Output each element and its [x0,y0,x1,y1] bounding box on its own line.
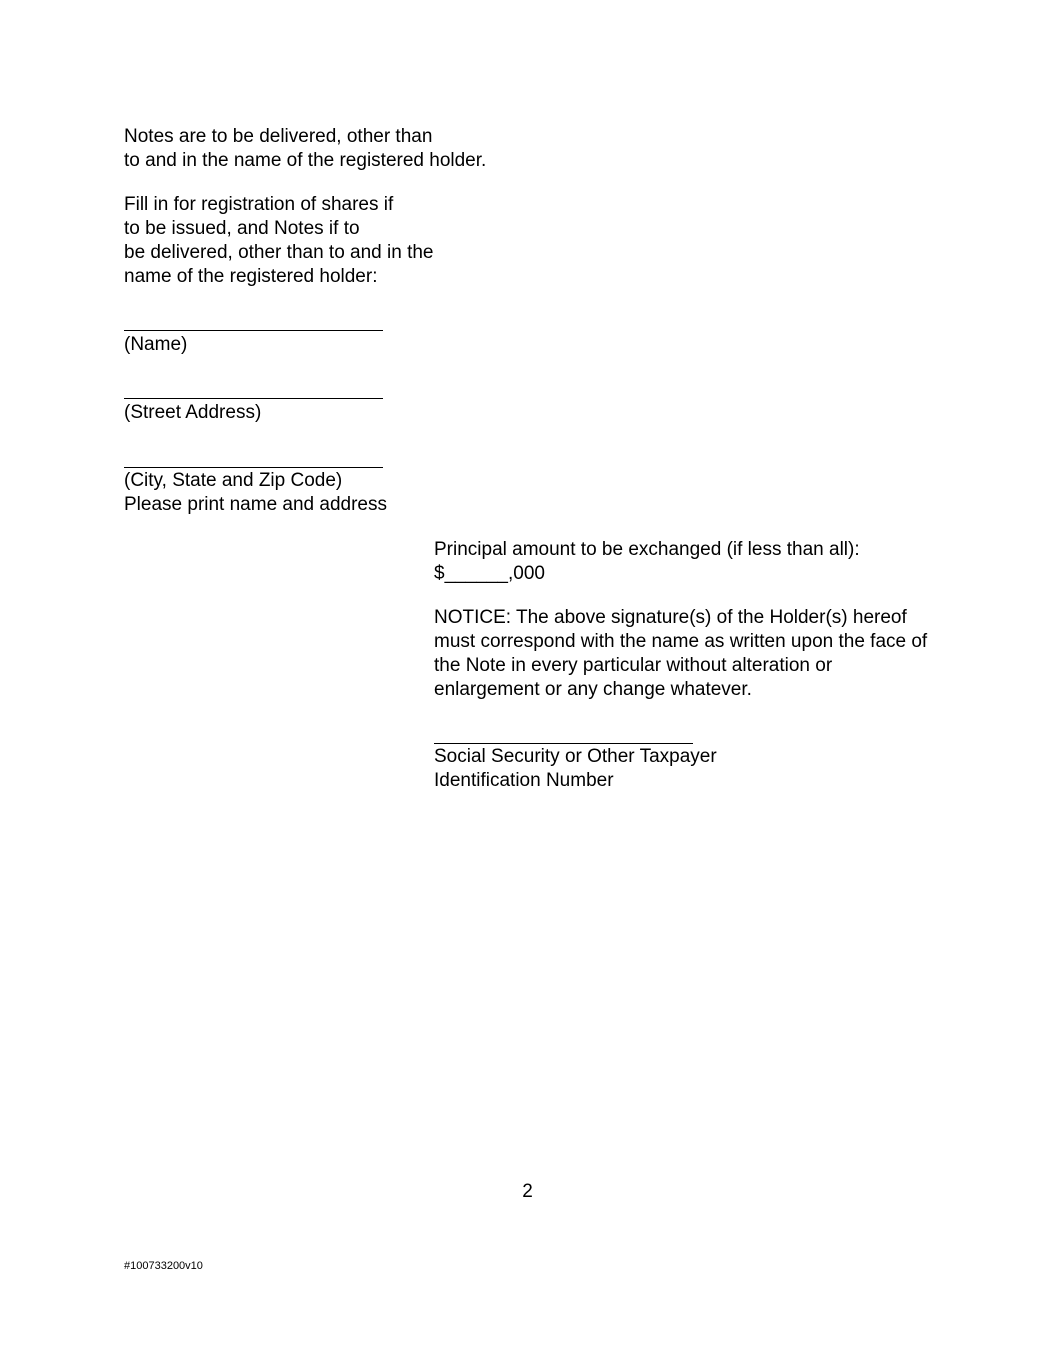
notice-line: NOTICE: The above signature(s) of the Holder(s) hereof [434,607,907,628]
notice-line: the Note in every particular without alteration or [434,655,833,676]
taxpayer-id-field-line[interactable] [434,743,693,744]
intro-line: to and in the name of the registered holder. [124,150,487,171]
print-instruction: Please print name and address [124,494,387,515]
street-address-label: (Street Address) [124,402,262,423]
registration-instructions [124,193,434,289]
page-number: 2 [522,1181,533,1202]
registration-line: be delivered, other than to and in the [124,242,434,263]
principal-label: Principal amount to be exchanged (if less than all): [434,539,860,560]
name-field-line[interactable] [124,330,383,331]
registration-line: Fill in for registration of shares if [124,194,394,215]
city-state-zip-field-line[interactable] [124,467,383,468]
principal-amount [434,538,860,586]
registration-line: name of the registered holder: [124,266,378,287]
registration-line: to be issued, and Notes if to [124,218,360,239]
document-id: #100733200v10 [124,1260,203,1272]
notice-line: must correspond with the name as written upon the face of [434,631,928,652]
taxpayer-id-label [434,745,717,793]
principal-amount-field[interactable]: $______,000 [434,563,545,584]
city-state-zip-label: (City, State and Zip Code) [124,470,343,491]
intro-text [124,125,486,173]
taxpayer-line: Social Security or Other Taxpayer [434,746,717,767]
taxpayer-line: Identification Number [434,770,614,791]
intro-line: Notes are to be delivered, other than [124,126,433,147]
street-address-field-line[interactable] [124,398,383,399]
notice-line: enlargement or any change whatever. [434,679,752,700]
name-label: (Name) [124,334,188,355]
notice-text [434,606,927,702]
